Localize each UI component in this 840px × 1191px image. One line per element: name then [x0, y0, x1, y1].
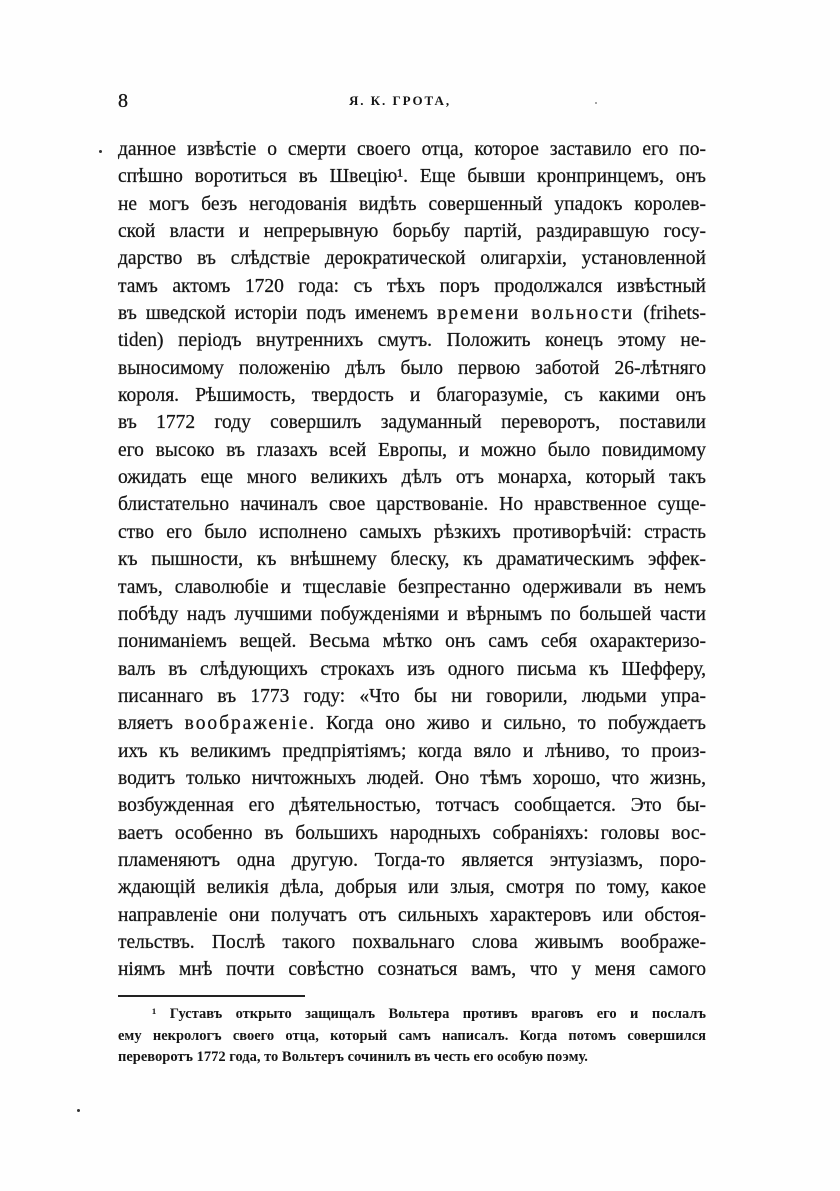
text-line: ніямъ мнѣ почти совѣстно сознаться вамъ, что у меня самого	[118, 959, 706, 981]
text-line: короля. Рѣшимость, твердость и благоразуміе, съ какими онъ	[118, 385, 706, 407]
text-segment: въ шведской исторіи подъ именемъ	[118, 303, 438, 325]
footnote-rule	[118, 995, 305, 997]
footnote-line: ¹ Густавъ открыто защищалъ Вольтера противъ враговъ его и послалъ	[152, 1006, 706, 1022]
text-line: ихъ къ великимъ предпріятіямъ; когда вяло и лѣниво, то произ-	[118, 740, 706, 762]
text-line: блистательно начиналъ свое царствованіе. Но нравственное суще-	[118, 494, 706, 516]
text-segment: вляетъ	[118, 713, 185, 735]
spaced-emphasis: воображеніе	[184, 713, 310, 735]
text-segment: . Когда оно живо и сильно, то побуждаетъ	[309, 713, 706, 735]
text-line: побѣду надъ лучшими побужденіями и вѣрнымъ по большей части	[118, 603, 706, 625]
spaced-emphasis: времени вольности	[437, 303, 635, 325]
text-line: тельствъ. Послѣ такого похвальнаго слова живымъ воображе-	[118, 931, 706, 953]
text-line: возбужденная его дѣятельностью, тотчасъ сообщается. Это бы-	[118, 795, 706, 817]
text-line	[118, 300, 706, 327]
text-line: въ 1772 году совершилъ задуманный переворотъ, поставили	[118, 412, 706, 434]
text-line: ваетъ особенно въ большихъ народныхъ собраніяхъ: головы вос-	[118, 822, 706, 844]
text-line: tiden) періодъ внутреннихъ смутъ. Положить конецъ этому не-	[118, 330, 706, 352]
text-line: тамъ актомъ 1720 года: съ тѣхъ поръ продолжался извѣстный	[118, 275, 706, 297]
text-line: данное извѣстіе о смерти своего отца, которое заставило его по-	[118, 139, 706, 160]
running-header	[118, 88, 706, 114]
text-line: пламеняютъ одна другую. Тогда-то является энтузіазмъ, поро-	[118, 849, 706, 871]
body-text	[118, 136, 706, 984]
text-line: ожидать еще много великихъ дѣлъ отъ монарха, который такъ	[118, 467, 706, 489]
running-title: Я. К. ГРОТА,	[348, 93, 452, 108]
text-line: ство его было исполнено самыхъ рѣзкихъ противорѣчій: страсть	[118, 521, 706, 543]
text-line: водитъ только ничтожныхъ людей. Оно тѣмъ хорошо, что жизнь,	[118, 767, 706, 789]
text-line: направленіе они получатъ отъ сильныхъ характеровъ или обстоя-	[118, 904, 706, 926]
text-line: тамъ, славолюбіе и тщеславіе безпрестанно одерживали въ немъ	[118, 576, 706, 598]
text-line: не могъ безъ негодованія видѣть совершенный упадокъ королев-	[118, 193, 706, 215]
text-line: спѣшно воротиться въ Швецію¹. Еще бывши кронпринцемъ, онъ	[118, 166, 706, 188]
text-line: выносимому положенію дѣлъ было первою заботой 26-лѣтняго	[118, 357, 706, 379]
scan-speck	[99, 150, 102, 153]
text-line: его высоко въ глазахъ всей Европы, и можно было повидимому	[118, 439, 706, 461]
text-line: ждающій великія дѣла, добрыя или злыя, смотря по тому, какое	[118, 877, 706, 899]
text-line: ской власти и непрерывную борьбу партій, раздиравшую госу-	[118, 221, 706, 243]
footnote	[118, 1004, 706, 1069]
scan-speck	[77, 1109, 80, 1112]
text-line	[118, 710, 706, 737]
footnote-line: ему некрологъ своего отца, который самъ написалъ. Когда потомъ совершился	[118, 1027, 706, 1044]
text-line: валъ въ слѣдующихъ строкахъ изъ одного письма къ Шефферу,	[118, 658, 706, 680]
text-line: дарство въ слѣдствіе дерократической олигархіи, установленной	[118, 248, 706, 270]
text-line: пониманіемъ вещей. Весьма мѣтко онъ самъ себя охарактеризо-	[118, 631, 706, 653]
text-line: къ пышности, къ внѣшнему блеску, къ драматическимъ эффек-	[118, 549, 706, 571]
footnote-line: переворотъ 1772 года, то Вольтеръ сочинилъ въ честь его особую поэму.	[118, 1049, 588, 1065]
text-line: писаннаго въ 1773 году: «Что бы ни говорили, людьми упра-	[118, 685, 706, 707]
page-number: 8	[118, 90, 128, 112]
text-segment: (frihets-	[634, 303, 706, 325]
